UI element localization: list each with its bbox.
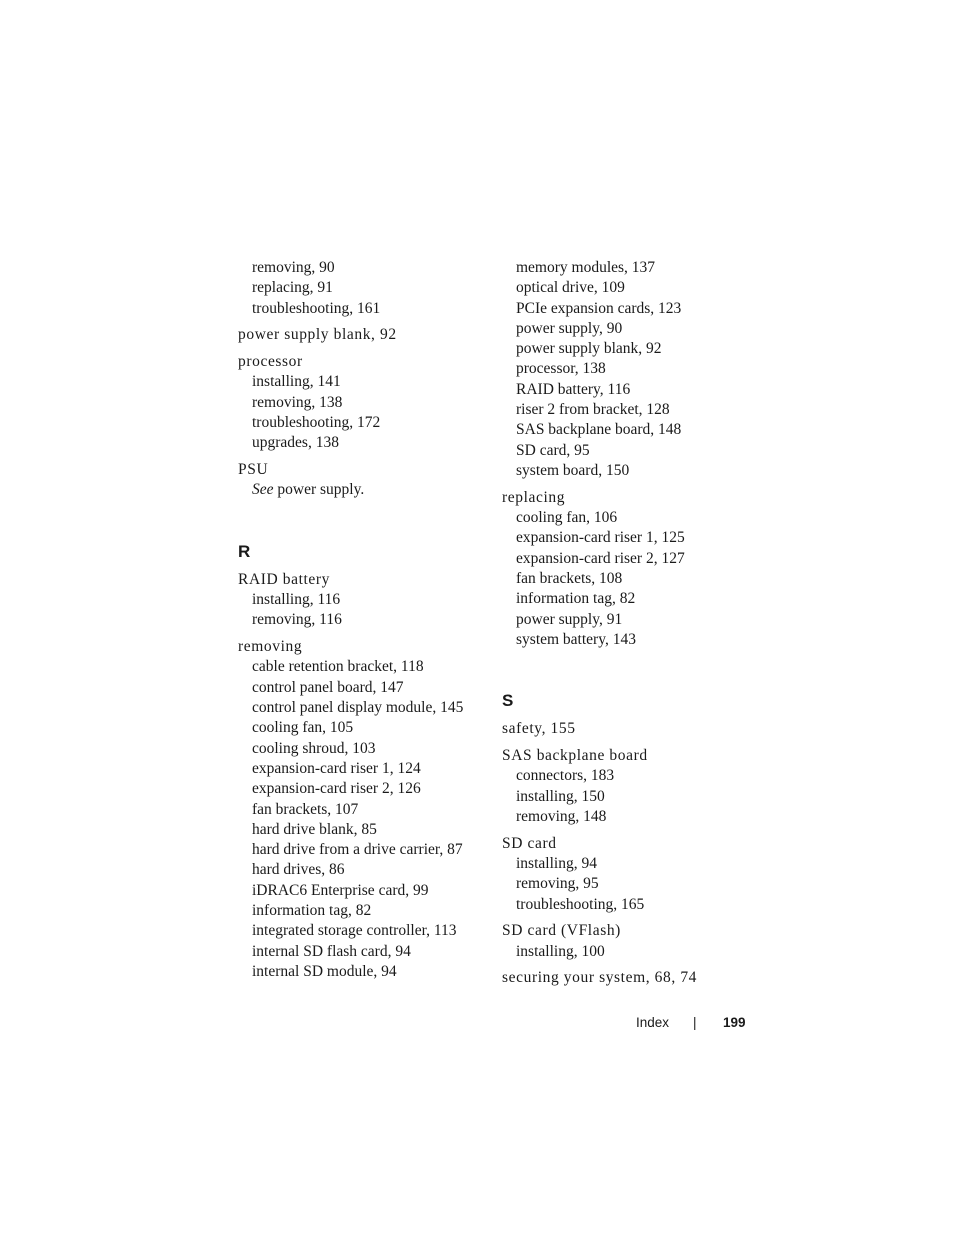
index-subentry: internal SD module, 94 bbox=[252, 962, 397, 980]
index-subentry: cooling shroud, 103 bbox=[252, 739, 376, 757]
index-subentry: removing, 138 bbox=[252, 393, 343, 411]
section-letter-s: S bbox=[502, 691, 514, 711]
index-subentry: replacing, 91 bbox=[252, 279, 333, 297]
index-subentry: system board, 150 bbox=[516, 461, 630, 479]
index-subentry: troubleshooting, 172 bbox=[252, 414, 381, 432]
index-column-right bbox=[502, 258, 742, 989]
index-subentry: installing, 141 bbox=[252, 373, 341, 391]
index-subentry: SAS backplane board, 148 bbox=[516, 421, 682, 439]
see-reference bbox=[238, 480, 478, 500]
index-entry-heading: SAS backplane board bbox=[502, 746, 648, 764]
index-entry-removing-continued bbox=[502, 258, 742, 481]
index-subentry: internal SD flash card, 94 bbox=[252, 942, 411, 960]
index-subentry: removing, 90 bbox=[252, 259, 335, 276]
index-entry-sd-card bbox=[502, 834, 742, 915]
index-subentry: power supply blank, 92 bbox=[516, 340, 662, 358]
index-entry-sas-backplane-board bbox=[502, 746, 742, 827]
index-subentry: removing, 116 bbox=[252, 611, 342, 629]
index-subentry: installing, 100 bbox=[516, 942, 605, 960]
index-entry-safety: safety, 155 bbox=[502, 720, 576, 738]
index-subentry: cooling fan, 106 bbox=[516, 509, 618, 527]
index-subentry: information tag, 82 bbox=[516, 590, 636, 608]
index-entry-removing bbox=[238, 637, 478, 982]
section-letter-r: R bbox=[238, 541, 251, 561]
index-entry-heading: PSU bbox=[238, 461, 269, 479]
index-subentry: troubleshooting, 165 bbox=[516, 895, 645, 913]
index-subentry: upgrades, 138 bbox=[252, 434, 339, 452]
index-entry-processor bbox=[238, 352, 478, 453]
index-subentry: hard drive blank, 85 bbox=[252, 820, 377, 838]
index-subentry: RAID battery, 116 bbox=[516, 380, 631, 398]
index-subentry: control panel display module, 145 bbox=[252, 699, 464, 717]
index-entry-power-supply-continued bbox=[238, 258, 478, 319]
index-subentry: PCIe expansion cards, 123 bbox=[516, 299, 682, 317]
index-subentry: processor, 138 bbox=[516, 360, 606, 378]
index-subentry: information tag, 82 bbox=[252, 902, 372, 920]
index-entry-psu bbox=[238, 460, 478, 501]
index-subentry: fan brackets, 107 bbox=[252, 800, 359, 818]
index-entry-raid-battery bbox=[238, 570, 478, 631]
index-subentry: iDRAC6 Enterprise card, 99 bbox=[252, 881, 429, 899]
index-column-left bbox=[238, 258, 478, 982]
index-subentry: fan brackets, 108 bbox=[516, 569, 623, 587]
page-number: 199 bbox=[723, 1015, 746, 1030]
index-subentry: integrated storage controller, 113 bbox=[252, 922, 457, 940]
index-subentry: installing, 150 bbox=[516, 787, 605, 805]
index-entry-heading: removing bbox=[238, 638, 303, 656]
page-footer bbox=[636, 1015, 748, 1035]
index-subentry: riser 2 from bracket, 128 bbox=[516, 401, 670, 419]
index-entry-heading: processor bbox=[238, 353, 303, 371]
index-subentry: expansion-card riser 2, 127 bbox=[516, 549, 685, 567]
index-entry-heading: RAID battery bbox=[238, 570, 330, 588]
index-subentry: cable retention bracket, 118 bbox=[252, 658, 424, 676]
index-subentry: expansion-card riser 1, 124 bbox=[252, 759, 421, 777]
see-target: power supply. bbox=[273, 481, 365, 499]
index-entry-heading: SD card (VFlash) bbox=[502, 922, 621, 940]
index-subentry: connectors, 183 bbox=[516, 767, 615, 785]
index-subentry: control panel board, 147 bbox=[252, 678, 404, 696]
index-subentry: installing, 116 bbox=[252, 591, 341, 609]
index-subentry: expansion-card riser 2, 126 bbox=[252, 780, 421, 798]
index-entry-replacing bbox=[502, 488, 742, 650]
index-entry-securing-your-system: securing your system, 68, 74 bbox=[502, 969, 698, 987]
index-subentry: power supply, 91 bbox=[516, 610, 623, 628]
index-subentry: hard drives, 86 bbox=[252, 861, 345, 879]
index-subentry: power supply, 90 bbox=[516, 319, 623, 337]
footer-separator: | bbox=[693, 1015, 697, 1030]
index-entry-heading: SD card bbox=[502, 834, 557, 852]
index-subentry: memory modules, 137 bbox=[516, 259, 656, 276]
index-subentry: installing, 94 bbox=[516, 854, 597, 872]
index-subentry: troubleshooting, 161 bbox=[252, 299, 381, 317]
index-entry-power-supply-blank: power supply blank, 92 bbox=[238, 326, 397, 344]
index-subentry: removing, 148 bbox=[516, 807, 607, 825]
index-subentry: system battery, 143 bbox=[516, 630, 636, 648]
index-entry-heading: replacing bbox=[502, 488, 566, 506]
footer-section-label: Index bbox=[636, 1015, 670, 1030]
index-subentry: SD card, 95 bbox=[516, 441, 590, 459]
index-subentry: expansion-card riser 1, 125 bbox=[516, 529, 685, 547]
index-subentry: cooling fan, 105 bbox=[252, 719, 354, 737]
index-entry-sd-card-vflash bbox=[502, 921, 742, 962]
index-subentry: hard drive from a drive carrier, 87 bbox=[252, 841, 463, 859]
index-subentry: removing, 95 bbox=[516, 875, 599, 893]
index-subentry: optical drive, 109 bbox=[516, 279, 625, 297]
see-word: See bbox=[252, 481, 274, 499]
